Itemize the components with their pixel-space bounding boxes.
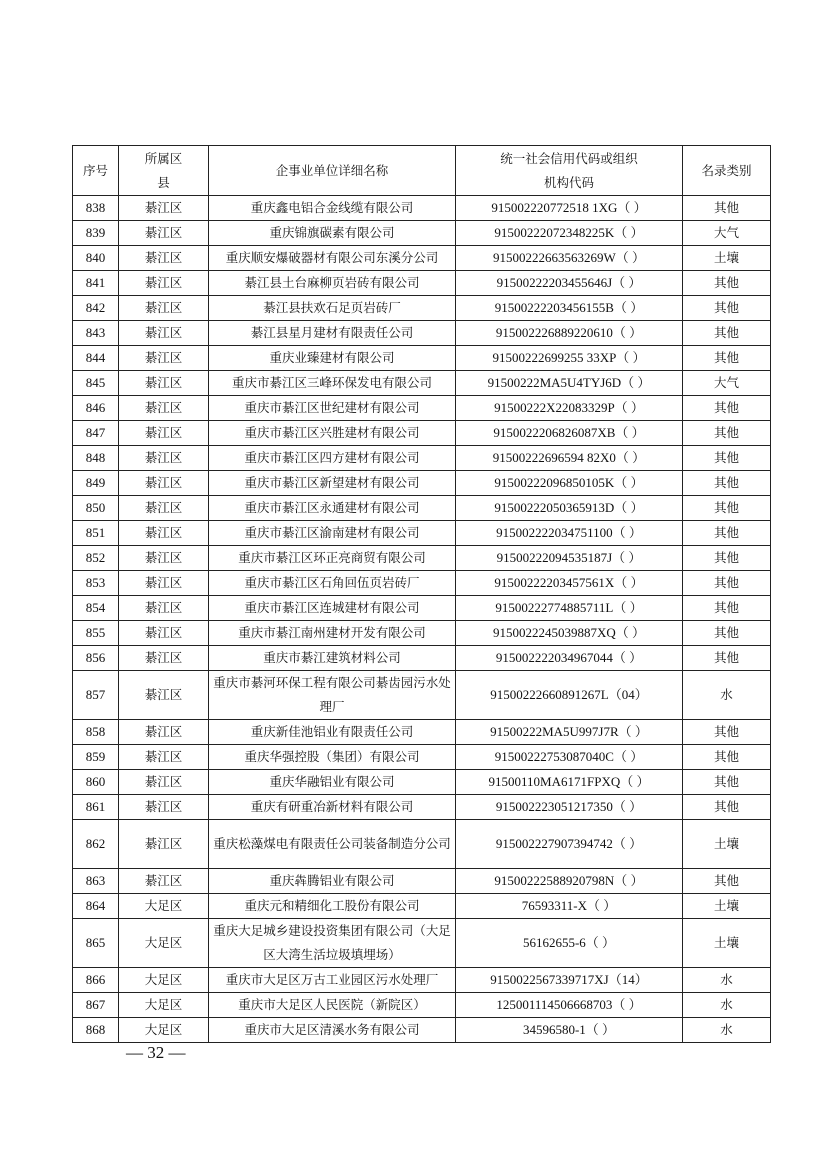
row-number: 868 [73, 1017, 119, 1042]
row-credit-code: 91500222094535187J（ ） [456, 546, 683, 571]
row-company-name: 重庆顺安爆破器材有限公司东溪分公司 [209, 246, 456, 271]
row-category: 水 [683, 1017, 771, 1042]
row-company-name: 重庆业臻建材有限公司 [209, 346, 456, 371]
table-row [73, 1017, 771, 1042]
row-company-name: 重庆市綦江区世纪建材有限公司 [209, 396, 456, 421]
row-county: 綦江区 [119, 571, 209, 596]
row-company-name: 重庆有研重冶新材料有限公司 [209, 795, 456, 820]
table-row [73, 446, 771, 471]
row-company-name: 重庆松藻煤电有限责任公司装备制造分公司 [209, 820, 456, 869]
row-county: 綦江区 [119, 196, 209, 221]
row-company-name: 重庆市綦江南州建材开发有限公司 [209, 621, 456, 646]
row-number: 842 [73, 296, 119, 321]
row-number: 854 [73, 596, 119, 621]
row-number: 844 [73, 346, 119, 371]
row-number: 865 [73, 918, 119, 967]
row-category: 其他 [683, 646, 771, 671]
row-number: 853 [73, 571, 119, 596]
row-number: 838 [73, 196, 119, 221]
row-number: 867 [73, 992, 119, 1017]
row-number: 851 [73, 521, 119, 546]
row-county: 綦江区 [119, 521, 209, 546]
row-number: 863 [73, 868, 119, 893]
row-credit-code: 91500222096850105K（ ） [456, 471, 683, 496]
row-credit-code: 915002220772518 1XG（ ） [456, 196, 683, 221]
row-company-name: 重庆市綦江区四方建材有限公司 [209, 446, 456, 471]
row-number: 848 [73, 446, 119, 471]
table-row [73, 271, 771, 296]
row-company-name: 重庆市綦江区石角回伍页岩砖厂 [209, 571, 456, 596]
row-county: 綦江区 [119, 795, 209, 820]
row-number: 843 [73, 321, 119, 346]
row-number: 852 [73, 546, 119, 571]
row-category: 其他 [683, 196, 771, 221]
row-number: 857 [73, 671, 119, 720]
row-county: 大足区 [119, 1017, 209, 1042]
row-county: 綦江区 [119, 321, 209, 346]
table-row [73, 820, 771, 869]
table-row [73, 745, 771, 770]
row-company-name: 綦江县扶欢石足页岩砖厂 [209, 296, 456, 321]
row-company-name: 重庆市綦江区环正亮商贸有限公司 [209, 546, 456, 571]
row-credit-code: 91500222072348225K（ ） [456, 221, 683, 246]
table-row [73, 546, 771, 571]
table-row [73, 621, 771, 646]
table-row [73, 893, 771, 918]
table-row [73, 421, 771, 446]
row-category: 其他 [683, 421, 771, 446]
row-number: 839 [73, 221, 119, 246]
table-row [73, 671, 771, 720]
row-company-name: 重庆市綦江区永通建材有限公司 [209, 496, 456, 521]
row-number: 858 [73, 720, 119, 745]
row-county: 綦江区 [119, 471, 209, 496]
row-credit-code: 915002222034751100（ ） [456, 521, 683, 546]
enterprise-list-table [72, 145, 771, 1043]
row-credit-code: 56162655-6（ ） [456, 918, 683, 967]
row-credit-code: 91500222699255 33XP（ ） [456, 346, 683, 371]
row-county: 大足区 [119, 893, 209, 918]
page-number: — 32 — [126, 1043, 186, 1062]
row-category: 其他 [683, 546, 771, 571]
row-company-name: 重庆市綦江区兴胜建材有限公司 [209, 421, 456, 446]
row-company-name: 重庆元和精细化工股份有限公司 [209, 893, 456, 918]
row-county: 綦江区 [119, 820, 209, 869]
row-number: 847 [73, 421, 119, 446]
table-row [73, 795, 771, 820]
table-row [73, 346, 771, 371]
row-credit-code: 91500222696594 82X0（ ） [456, 446, 683, 471]
table-row [73, 918, 771, 967]
row-credit-code: 91500110MA6171FPXQ（ ） [456, 770, 683, 795]
row-company-name: 重庆锦旗碳素有限公司 [209, 221, 456, 246]
row-county: 綦江区 [119, 745, 209, 770]
row-county: 綦江区 [119, 421, 209, 446]
table-row [73, 196, 771, 221]
row-company-name: 重庆鑫电铝合金线缆有限公司 [209, 196, 456, 221]
row-credit-code: 91500222203455646J（ ） [456, 271, 683, 296]
row-category: 大气 [683, 371, 771, 396]
row-number: 856 [73, 646, 119, 671]
row-credit-code: 76593311-X（ ） [456, 893, 683, 918]
row-category: 水 [683, 967, 771, 992]
table-row [73, 521, 771, 546]
table-row [73, 868, 771, 893]
row-company-name: 重庆市綦江建筑材料公司 [209, 646, 456, 671]
row-category: 其他 [683, 621, 771, 646]
row-company-name: 綦江县土台麻柳页岩砖有限公司 [209, 271, 456, 296]
row-credit-code: 91500222203456155B（ ） [456, 296, 683, 321]
row-category: 其他 [683, 745, 771, 770]
row-credit-code: 91500222660891267L（04） [456, 671, 683, 720]
row-company-name: 重庆犇腾铝业有限公司 [209, 868, 456, 893]
table-row [73, 471, 771, 496]
row-category: 其他 [683, 296, 771, 321]
row-county: 綦江区 [119, 446, 209, 471]
row-company-name: 重庆大足城乡建设投资集团有限公司（大足区大湾生活垃圾填埋场） [209, 918, 456, 967]
row-number: 841 [73, 271, 119, 296]
row-category: 水 [683, 671, 771, 720]
row-company-name: 重庆市大足区清溪水务有限公司 [209, 1017, 456, 1042]
row-county: 綦江区 [119, 546, 209, 571]
row-county: 綦江区 [119, 396, 209, 421]
row-company-name: 重庆市綦江区渝南建材有限公司 [209, 521, 456, 546]
table-row [73, 992, 771, 1017]
table-row [73, 246, 771, 271]
row-credit-code: 91500222X22083329P（ ） [456, 396, 683, 421]
row-category: 其他 [683, 720, 771, 745]
row-category: 其他 [683, 321, 771, 346]
row-category: 其他 [683, 471, 771, 496]
row-company-name: 重庆市綦江区新望建材有限公司 [209, 471, 456, 496]
row-number: 862 [73, 820, 119, 869]
row-county: 綦江区 [119, 296, 209, 321]
row-category: 其他 [683, 571, 771, 596]
row-credit-code: 91500222753087040C（ ） [456, 745, 683, 770]
row-number: 855 [73, 621, 119, 646]
row-county: 綦江区 [119, 246, 209, 271]
row-credit-code: 915002222034967044（ ） [456, 646, 683, 671]
row-number: 860 [73, 770, 119, 795]
row-number: 864 [73, 893, 119, 918]
table-header-row [73, 146, 771, 196]
row-number: 845 [73, 371, 119, 396]
row-county: 大足区 [119, 967, 209, 992]
row-county: 大足区 [119, 918, 209, 967]
row-county: 綦江区 [119, 621, 209, 646]
row-category: 其他 [683, 795, 771, 820]
row-category: 其他 [683, 396, 771, 421]
row-county: 綦江区 [119, 596, 209, 621]
row-county: 綦江区 [119, 346, 209, 371]
row-county: 綦江区 [119, 371, 209, 396]
row-credit-code: 9150022245039887XQ（ ） [456, 621, 683, 646]
row-company-name: 重庆市大足区人民医院（新院区） [209, 992, 456, 1017]
row-category: 其他 [683, 868, 771, 893]
row-company-name: 重庆市大足区万古工业园区污水处理厂 [209, 967, 456, 992]
row-category: 大气 [683, 221, 771, 246]
header-type: 名录类别 [683, 146, 771, 196]
row-number: 866 [73, 967, 119, 992]
row-credit-code: 915002226889220610（ ） [456, 321, 683, 346]
row-credit-code: 91500222050365913D（ ） [456, 496, 683, 521]
row-category: 其他 [683, 271, 771, 296]
row-category: 土壤 [683, 893, 771, 918]
row-credit-code: 915002227907394742（ ） [456, 820, 683, 869]
row-number: 846 [73, 396, 119, 421]
row-credit-code: 125001114506668703（ ） [456, 992, 683, 1017]
header-no: 序号 [73, 146, 119, 196]
row-county: 綦江区 [119, 271, 209, 296]
row-number: 849 [73, 471, 119, 496]
row-category: 水 [683, 992, 771, 1017]
row-category: 其他 [683, 596, 771, 621]
row-number: 850 [73, 496, 119, 521]
table-row [73, 596, 771, 621]
row-county: 大足区 [119, 992, 209, 1017]
table-row [73, 770, 771, 795]
row-company-name: 重庆华融铝业有限公司 [209, 770, 456, 795]
row-credit-code: 34596580-1（ ） [456, 1017, 683, 1042]
row-company-name: 重庆华强控股（集团）有限公司 [209, 745, 456, 770]
table-row [73, 396, 771, 421]
table-row [73, 571, 771, 596]
header-county: 所属区县 [119, 146, 209, 196]
row-category: 其他 [683, 521, 771, 546]
row-county: 綦江区 [119, 770, 209, 795]
row-county: 綦江区 [119, 646, 209, 671]
row-category: 其他 [683, 496, 771, 521]
table-row [73, 967, 771, 992]
row-credit-code: 91500222MA5U997J7R（ ） [456, 720, 683, 745]
row-county: 綦江区 [119, 720, 209, 745]
row-company-name: 綦江县星月建材有限责任公司 [209, 321, 456, 346]
row-credit-code: 9150022206826087XB（ ） [456, 421, 683, 446]
row-number: 859 [73, 745, 119, 770]
row-company-name: 重庆市綦河环保工程有限公司綦齿园污水处理厂 [209, 671, 456, 720]
table-row [73, 720, 771, 745]
row-credit-code: 91500222663563269W（ ） [456, 246, 683, 271]
header-name: 企事业单位详细名称 [209, 146, 456, 196]
row-county: 綦江区 [119, 671, 209, 720]
row-credit-code: 91500222203457561X（ ） [456, 571, 683, 596]
table-row [73, 371, 771, 396]
row-credit-code: 91500222774885711L（ ） [456, 596, 683, 621]
table-row [73, 646, 771, 671]
row-company-name: 重庆市綦江区三峰环保发电有限公司 [209, 371, 456, 396]
row-company-name: 重庆新佳池铝业有限责任公司 [209, 720, 456, 745]
table-row [73, 321, 771, 346]
row-credit-code: 915002223051217350（ ） [456, 795, 683, 820]
row-county: 綦江区 [119, 868, 209, 893]
row-category: 其他 [683, 770, 771, 795]
row-credit-code: 91500222588920798N（ ） [456, 868, 683, 893]
row-credit-code: 9150022567339717XJ（14） [456, 967, 683, 992]
row-category: 其他 [683, 346, 771, 371]
row-number: 861 [73, 795, 119, 820]
row-number: 840 [73, 246, 119, 271]
table-row [73, 221, 771, 246]
row-category: 其他 [683, 446, 771, 471]
row-county: 綦江区 [119, 221, 209, 246]
row-county: 綦江区 [119, 496, 209, 521]
row-company-name: 重庆市綦江区连城建材有限公司 [209, 596, 456, 621]
table-row [73, 496, 771, 521]
row-credit-code: 91500222MA5U4TYJ6D（ ） [456, 371, 683, 396]
row-category: 土壤 [683, 820, 771, 869]
row-category: 土壤 [683, 246, 771, 271]
table-row [73, 296, 771, 321]
row-category: 土壤 [683, 918, 771, 967]
header-code: 统一社会信用代码或组织机构代码 [456, 146, 683, 196]
